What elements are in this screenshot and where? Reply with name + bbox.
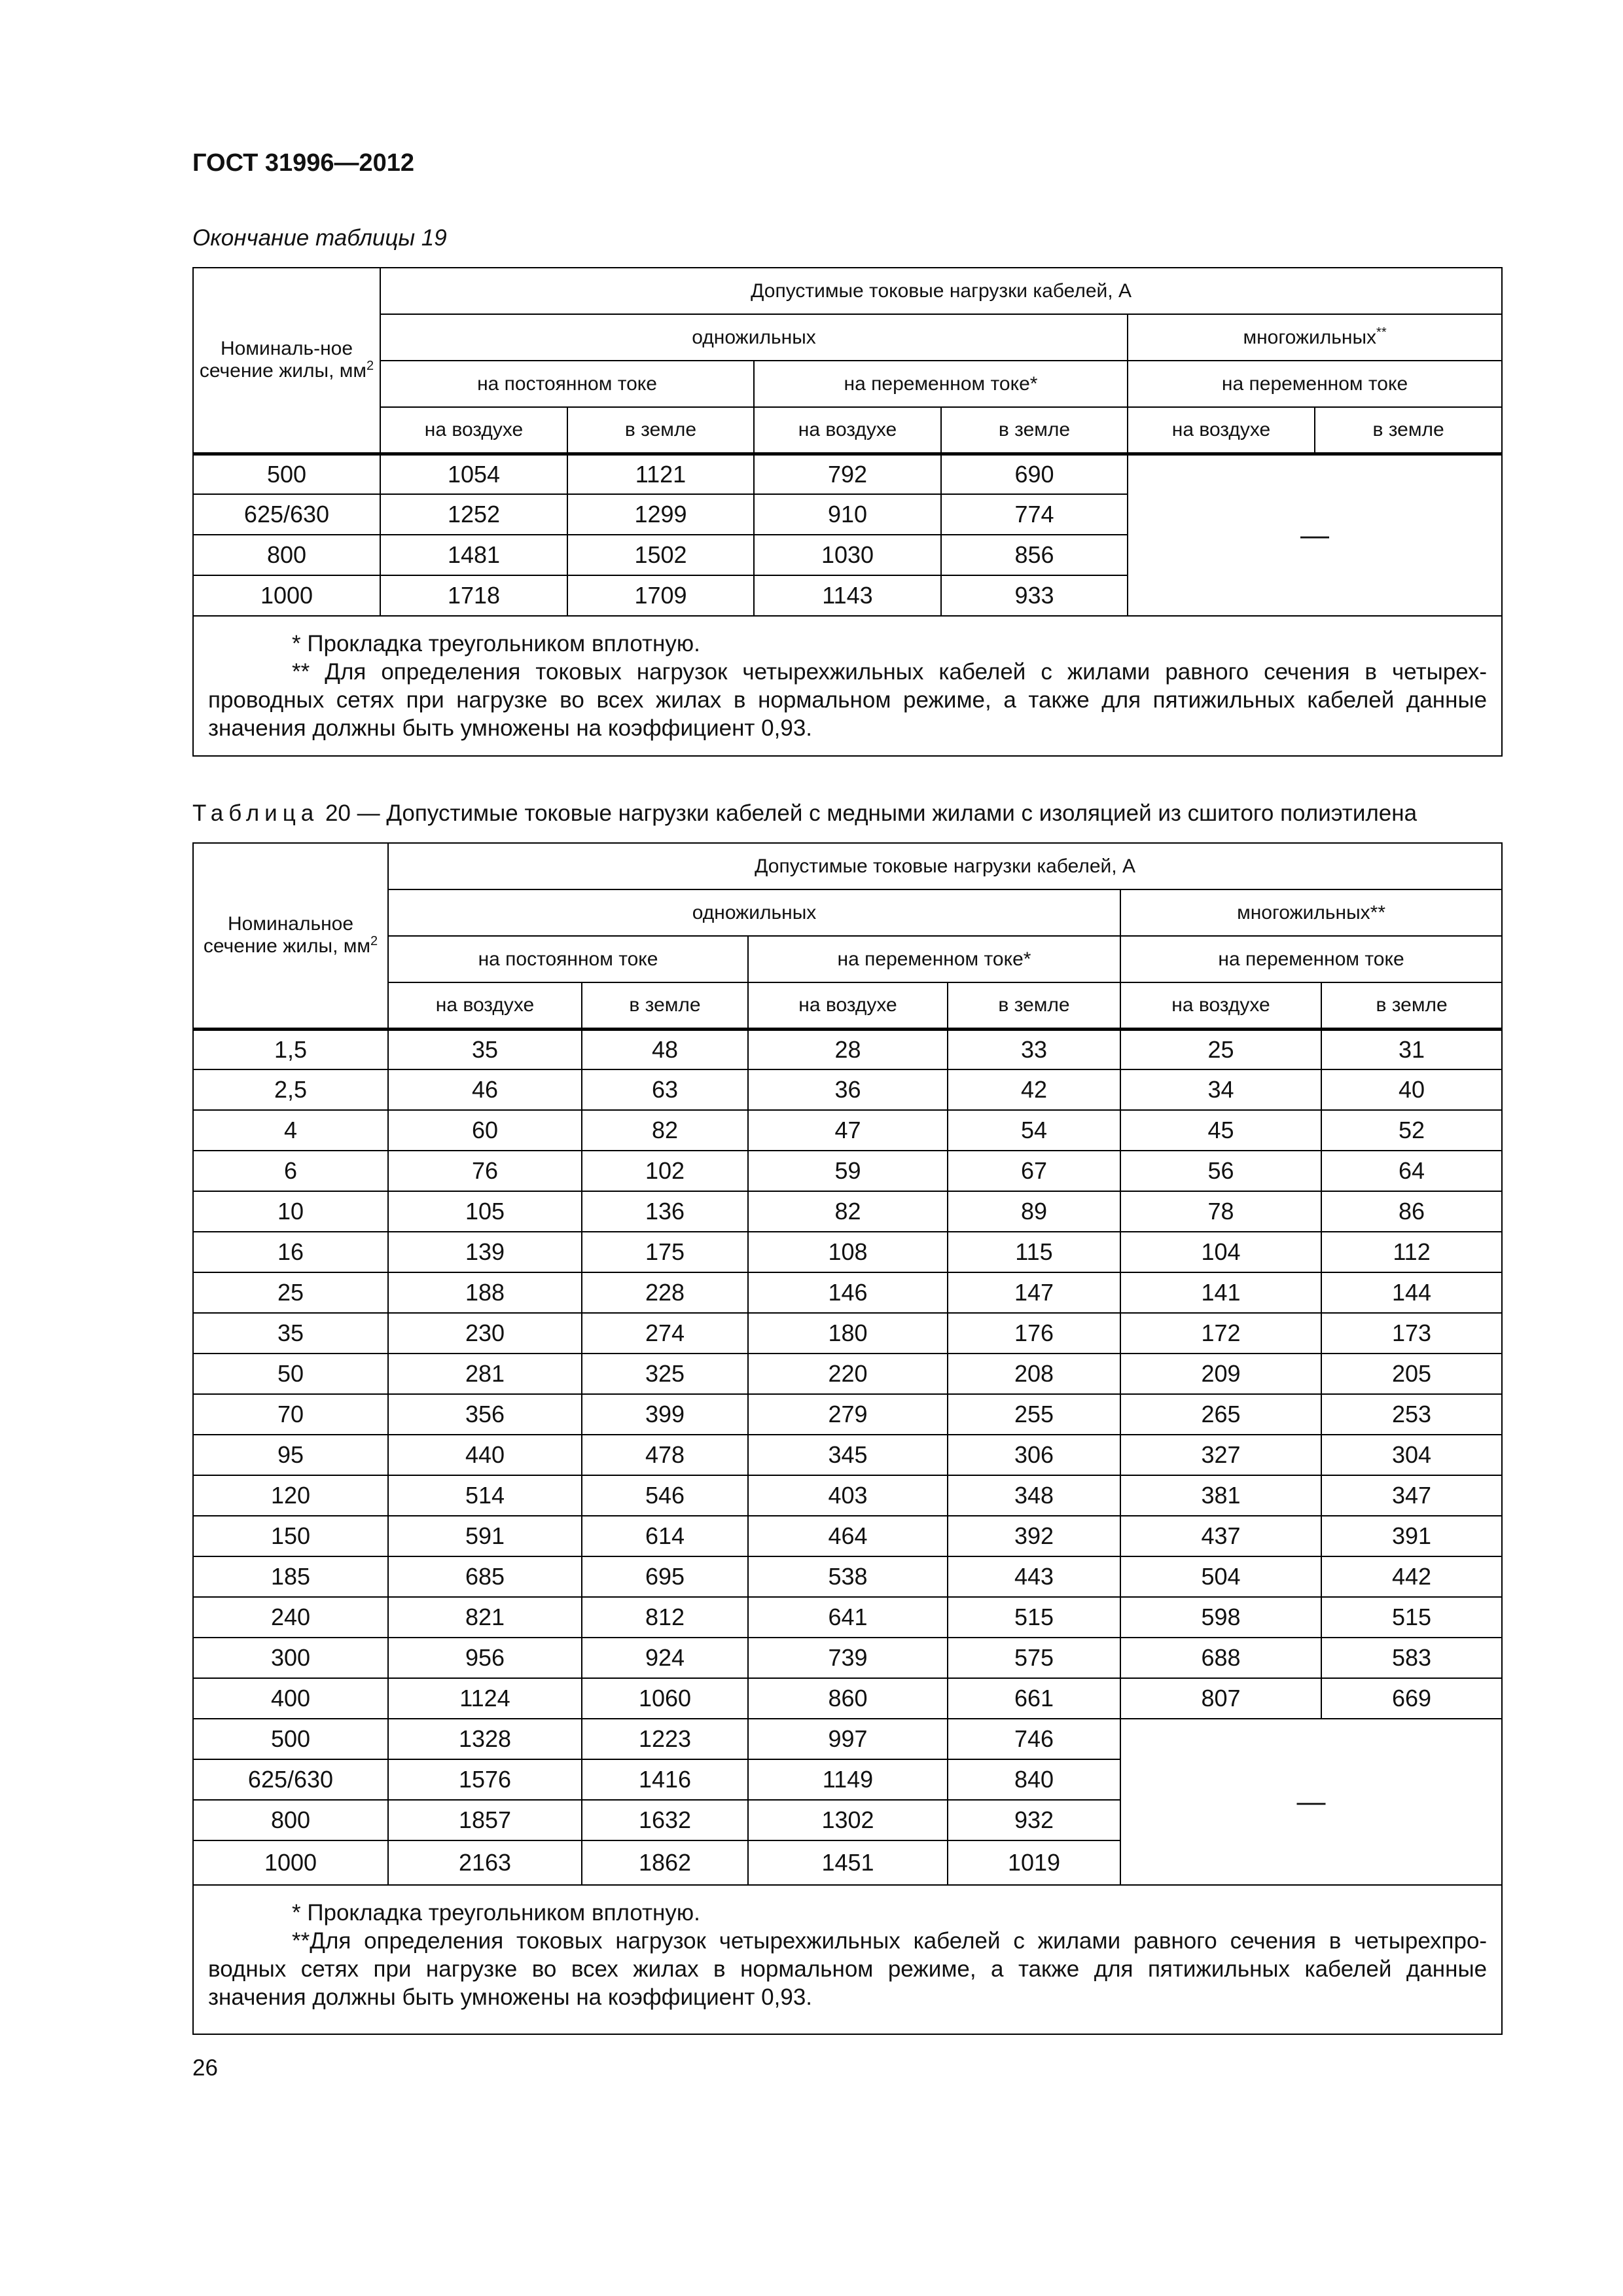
value-cell: 1481 bbox=[380, 535, 567, 575]
value-cell: 1302 bbox=[748, 1800, 948, 1840]
value-cell: 583 bbox=[1321, 1638, 1502, 1678]
value-cell: 478 bbox=[582, 1435, 748, 1475]
value-cell: 1632 bbox=[582, 1800, 748, 1840]
dc-header: на постоянном токе bbox=[380, 361, 754, 407]
section-cell: 4 bbox=[193, 1110, 388, 1151]
section-column-header: Номиналь-ное сечение жилы, $мм^2$ bbox=[193, 268, 380, 454]
section-cell: 500 bbox=[193, 1719, 388, 1759]
value-cell: 180 bbox=[748, 1313, 948, 1354]
value-cell: 281 bbox=[388, 1354, 582, 1394]
value-cell: 102 bbox=[582, 1151, 748, 1191]
value-cell: 28 bbox=[748, 1029, 948, 1069]
value-cell: 1709 bbox=[567, 575, 754, 616]
value-cell: 443 bbox=[948, 1556, 1120, 1597]
value-cell: 67 bbox=[948, 1151, 1120, 1191]
value-cell: 661 bbox=[948, 1678, 1120, 1719]
value-cell: 175 bbox=[582, 1232, 748, 1272]
value-cell: 59 bbox=[748, 1151, 948, 1191]
value-cell: 172 bbox=[1120, 1313, 1321, 1354]
air-header: на воздухе bbox=[388, 982, 582, 1029]
value-cell: 504 bbox=[1120, 1556, 1321, 1597]
value-cell: 325 bbox=[582, 1354, 748, 1394]
value-cell: 188 bbox=[388, 1272, 582, 1313]
table20-notes bbox=[193, 1885, 1502, 2034]
allowable-loads-header: Допустимые токовые нагрузки кабелей, А bbox=[380, 268, 1502, 314]
value-cell: 690 bbox=[941, 454, 1128, 494]
value-cell: 345 bbox=[748, 1435, 948, 1475]
table-row bbox=[193, 1313, 1502, 1354]
value-cell: 60 bbox=[388, 1110, 582, 1151]
section-cell: 1,5 bbox=[193, 1029, 388, 1069]
value-cell: 82 bbox=[748, 1191, 948, 1232]
section-cell: 185 bbox=[193, 1556, 388, 1597]
ground-header: в земле bbox=[1315, 407, 1502, 454]
value-cell: 347 bbox=[1321, 1475, 1502, 1516]
table-row bbox=[193, 1232, 1502, 1272]
section-cell: 50 bbox=[193, 1354, 388, 1394]
value-cell: 933 bbox=[941, 575, 1128, 616]
section-cell: 35 bbox=[193, 1313, 388, 1354]
section-cell: 240 bbox=[193, 1597, 388, 1638]
value-cell: 31 bbox=[1321, 1029, 1502, 1069]
section-cell: 500 bbox=[193, 454, 380, 494]
value-cell: 205 bbox=[1321, 1354, 1502, 1394]
table-row bbox=[193, 1191, 1502, 1232]
air-header: на воздухе bbox=[380, 407, 567, 454]
document-title: ГОСТ 31996—2012 bbox=[192, 149, 415, 177]
value-cell: 437 bbox=[1120, 1516, 1321, 1556]
value-cell: 1223 bbox=[582, 1719, 748, 1759]
ac-header: на переменном токе bbox=[1128, 361, 1502, 407]
value-cell: 86 bbox=[1321, 1191, 1502, 1232]
value-cell: 1252 bbox=[380, 494, 567, 535]
value-cell: 1121 bbox=[567, 454, 754, 494]
section-cell: 1000 bbox=[193, 1840, 388, 1885]
value-cell: 399 bbox=[582, 1394, 748, 1435]
value-cell: 253 bbox=[1321, 1394, 1502, 1435]
table19-notes bbox=[193, 616, 1502, 756]
section-cell: 120 bbox=[193, 1475, 388, 1516]
value-cell: 575 bbox=[948, 1638, 1120, 1678]
value-cell: 1054 bbox=[380, 454, 567, 494]
air-header: на воздухе bbox=[1128, 407, 1315, 454]
value-cell: 1328 bbox=[388, 1719, 582, 1759]
note-footnote-2-end: значения должны быть умножены на коэффициент 0,93. bbox=[208, 715, 813, 741]
value-cell: 105 bbox=[388, 1191, 582, 1232]
value-cell: 1299 bbox=[567, 494, 754, 535]
note-footnote-2: ** Для определения токовых нагрузок четырехжильных кабелей с жилами равного сечения в четырех- bbox=[292, 659, 1488, 685]
value-cell: 614 bbox=[582, 1516, 748, 1556]
table-row bbox=[193, 1029, 1502, 1069]
value-cell: 279 bbox=[748, 1394, 948, 1435]
not-applicable-dash: — bbox=[1128, 454, 1502, 616]
value-cell: 40 bbox=[1321, 1069, 1502, 1110]
table-row bbox=[193, 1556, 1502, 1597]
value-cell: 82 bbox=[582, 1110, 748, 1151]
multi-core-header: многожильных** bbox=[1120, 889, 1502, 936]
value-cell: 356 bbox=[388, 1394, 582, 1435]
value-cell: 348 bbox=[948, 1475, 1120, 1516]
value-cell: 956 bbox=[388, 1638, 582, 1678]
value-cell: 464 bbox=[748, 1516, 948, 1556]
value-cell: 89 bbox=[948, 1191, 1120, 1232]
table-row bbox=[193, 1597, 1502, 1638]
value-cell: 403 bbox=[748, 1475, 948, 1516]
table-row bbox=[193, 1354, 1502, 1394]
value-cell: 515 bbox=[1321, 1597, 1502, 1638]
table-row bbox=[193, 1435, 1502, 1475]
table-row bbox=[193, 1151, 1502, 1191]
value-cell: 304 bbox=[1321, 1435, 1502, 1475]
dc-header: на постоянном токе bbox=[388, 936, 748, 982]
value-cell: 112 bbox=[1321, 1232, 1502, 1272]
section-cell: 70 bbox=[193, 1394, 388, 1435]
not-applicable-dash: — bbox=[1120, 1719, 1502, 1885]
value-cell: 1502 bbox=[567, 535, 754, 575]
section-cell: 800 bbox=[193, 535, 380, 575]
value-cell: 2163 bbox=[388, 1840, 582, 1885]
table-row bbox=[193, 1475, 1502, 1516]
value-cell: 56 bbox=[1120, 1151, 1321, 1191]
value-cell: 173 bbox=[1321, 1313, 1502, 1354]
table-row bbox=[193, 1678, 1502, 1719]
air-header: на воздухе bbox=[754, 407, 941, 454]
ac-star-header: на переменном токе* bbox=[748, 936, 1120, 982]
table-row bbox=[193, 1394, 1502, 1435]
value-cell: 1030 bbox=[754, 535, 941, 575]
value-cell: 147 bbox=[948, 1272, 1120, 1313]
value-cell: 538 bbox=[748, 1556, 948, 1597]
section-cell: 2,5 bbox=[193, 1069, 388, 1110]
value-cell: 641 bbox=[748, 1597, 948, 1638]
value-cell: 230 bbox=[388, 1313, 582, 1354]
section-cell: 150 bbox=[193, 1516, 388, 1556]
value-cell: 856 bbox=[941, 535, 1128, 575]
value-cell: 1060 bbox=[582, 1678, 748, 1719]
ground-header: в земле bbox=[582, 982, 748, 1029]
value-cell: 391 bbox=[1321, 1516, 1502, 1556]
value-cell: 35 bbox=[388, 1029, 582, 1069]
ground-header: в земле bbox=[941, 407, 1128, 454]
value-cell: 381 bbox=[1120, 1475, 1321, 1516]
section-cell: 16 bbox=[193, 1232, 388, 1272]
value-cell: 440 bbox=[388, 1435, 582, 1475]
value-cell: 546 bbox=[582, 1475, 748, 1516]
value-cell: 42 bbox=[948, 1069, 1120, 1110]
value-cell: 104 bbox=[1120, 1232, 1321, 1272]
table-row bbox=[193, 1516, 1502, 1556]
value-cell: 591 bbox=[388, 1516, 582, 1556]
value-cell: 1576 bbox=[388, 1759, 582, 1800]
table-row bbox=[193, 1272, 1502, 1313]
value-cell: 1124 bbox=[388, 1678, 582, 1719]
ac-star-header: на переменном токе* bbox=[754, 361, 1128, 407]
note-footnote-2-cont: водных сетях при нагрузке во всех жилах в нормальном режиме, а также для пятижильных кабелей данные bbox=[208, 1956, 1488, 1982]
section-column-header: Номинальное сечение жилы, $мм^2$ bbox=[193, 843, 388, 1029]
value-cell: 78 bbox=[1120, 1191, 1321, 1232]
value-cell: 774 bbox=[941, 494, 1128, 535]
value-cell: 1019 bbox=[948, 1840, 1120, 1885]
value-cell: 695 bbox=[582, 1556, 748, 1597]
section-cell: 25 bbox=[193, 1272, 388, 1313]
value-cell: 746 bbox=[948, 1719, 1120, 1759]
single-core-header: одножильных bbox=[388, 889, 1120, 936]
single-core-header: одножильных bbox=[380, 314, 1128, 361]
value-cell: 146 bbox=[748, 1272, 948, 1313]
section-cell: 6 bbox=[193, 1151, 388, 1191]
table20-caption: Таблица 20 — Допустимые токовые нагрузки кабелей с медными жилами с изоляцией из сшитого полиэтилена bbox=[192, 800, 1418, 826]
value-cell: 228 bbox=[582, 1272, 748, 1313]
value-cell: 52 bbox=[1321, 1110, 1502, 1151]
value-cell: 1718 bbox=[380, 575, 567, 616]
value-cell: 265 bbox=[1120, 1394, 1321, 1435]
section-cell: 625/630 bbox=[193, 494, 380, 535]
value-cell: 48 bbox=[582, 1029, 748, 1069]
value-cell: 821 bbox=[388, 1597, 582, 1638]
ground-header: в земле bbox=[567, 407, 754, 454]
value-cell: 108 bbox=[748, 1232, 948, 1272]
value-cell: 327 bbox=[1120, 1435, 1321, 1475]
value-cell: 840 bbox=[948, 1759, 1120, 1800]
value-cell: 997 bbox=[748, 1719, 948, 1759]
note-footnote-2-cont: проводных сетях при нагрузке во всех жилах в нормальном режиме, а также для пятижильных кабелей данные bbox=[208, 687, 1488, 713]
section-cell: 400 bbox=[193, 1678, 388, 1719]
value-cell: 812 bbox=[582, 1597, 748, 1638]
value-cell: 115 bbox=[948, 1232, 1120, 1272]
table-row bbox=[193, 1638, 1502, 1678]
value-cell: 860 bbox=[748, 1678, 948, 1719]
value-cell: 45 bbox=[1120, 1110, 1321, 1151]
air-header: на воздухе bbox=[1120, 982, 1321, 1029]
value-cell: 46 bbox=[388, 1069, 582, 1110]
value-cell: 515 bbox=[948, 1597, 1120, 1638]
value-cell: 792 bbox=[754, 454, 941, 494]
air-header: на воздухе bbox=[748, 982, 948, 1029]
table-20 bbox=[192, 842, 1503, 2035]
value-cell: 910 bbox=[754, 494, 941, 535]
value-cell: 669 bbox=[1321, 1678, 1502, 1719]
note-footnote-2: **Для определения токовых нагрузок четырехжильных кабелей с жилами равного сечения в четырехпро- bbox=[292, 1928, 1488, 1954]
table-row bbox=[193, 1719, 1502, 1759]
section-cell: 95 bbox=[193, 1435, 388, 1475]
table-row bbox=[193, 1069, 1502, 1110]
ac-header: на переменном токе bbox=[1120, 936, 1502, 982]
value-cell: 932 bbox=[948, 1800, 1120, 1840]
value-cell: 1143 bbox=[754, 575, 941, 616]
value-cell: 924 bbox=[582, 1638, 748, 1678]
multi-core-header: многожильных** bbox=[1128, 314, 1502, 361]
ground-header: в земле bbox=[1321, 982, 1502, 1029]
value-cell: 1451 bbox=[748, 1840, 948, 1885]
table-row bbox=[193, 1110, 1502, 1151]
section-cell: 625/630 bbox=[193, 1759, 388, 1800]
value-cell: 208 bbox=[948, 1354, 1120, 1394]
value-cell: 688 bbox=[1120, 1638, 1321, 1678]
note-footnote-1: * Прокладка треугольником вплотную. bbox=[292, 631, 700, 656]
value-cell: 47 bbox=[748, 1110, 948, 1151]
section-cell: 300 bbox=[193, 1638, 388, 1678]
value-cell: 63 bbox=[582, 1069, 748, 1110]
value-cell: 442 bbox=[1321, 1556, 1502, 1597]
value-cell: 36 bbox=[748, 1069, 948, 1110]
value-cell: 139 bbox=[388, 1232, 582, 1272]
value-cell: 1416 bbox=[582, 1759, 748, 1800]
value-cell: 76 bbox=[388, 1151, 582, 1191]
value-cell: 685 bbox=[388, 1556, 582, 1597]
allowable-loads-header: Допустимые токовые нагрузки кабелей, А bbox=[388, 843, 1502, 889]
value-cell: 34 bbox=[1120, 1069, 1321, 1110]
page-number: 26 bbox=[192, 2055, 218, 2081]
value-cell: 141 bbox=[1120, 1272, 1321, 1313]
value-cell: 144 bbox=[1321, 1272, 1502, 1313]
value-cell: 136 bbox=[582, 1191, 748, 1232]
value-cell: 176 bbox=[948, 1313, 1120, 1354]
note-footnote-1: * Прокладка треугольником вплотную. bbox=[292, 1900, 700, 1926]
value-cell: 739 bbox=[748, 1638, 948, 1678]
value-cell: 54 bbox=[948, 1110, 1120, 1151]
value-cell: 220 bbox=[748, 1354, 948, 1394]
section-cell: 10 bbox=[193, 1191, 388, 1232]
value-cell: 598 bbox=[1120, 1597, 1321, 1638]
table19-continuation-caption: Окончание таблицы 19 bbox=[192, 225, 447, 251]
value-cell: 1149 bbox=[748, 1759, 948, 1800]
ground-header: в земле bbox=[948, 982, 1120, 1029]
value-cell: 514 bbox=[388, 1475, 582, 1516]
value-cell: 1862 bbox=[582, 1840, 748, 1885]
value-cell: 33 bbox=[948, 1029, 1120, 1069]
value-cell: 64 bbox=[1321, 1151, 1502, 1191]
value-cell: 274 bbox=[582, 1313, 748, 1354]
section-cell: 1000 bbox=[193, 575, 380, 616]
value-cell: 255 bbox=[948, 1394, 1120, 1435]
section-cell: 800 bbox=[193, 1800, 388, 1840]
value-cell: 392 bbox=[948, 1516, 1120, 1556]
value-cell: 209 bbox=[1120, 1354, 1321, 1394]
value-cell: 807 bbox=[1120, 1678, 1321, 1719]
table-19 bbox=[192, 267, 1503, 757]
value-cell: 25 bbox=[1120, 1029, 1321, 1069]
table-row bbox=[193, 454, 1502, 494]
value-cell: 1857 bbox=[388, 1800, 582, 1840]
note-footnote-2-end: значения должны быть умножены на коэффициент 0,93. bbox=[208, 1984, 813, 2010]
value-cell: 306 bbox=[948, 1435, 1120, 1475]
